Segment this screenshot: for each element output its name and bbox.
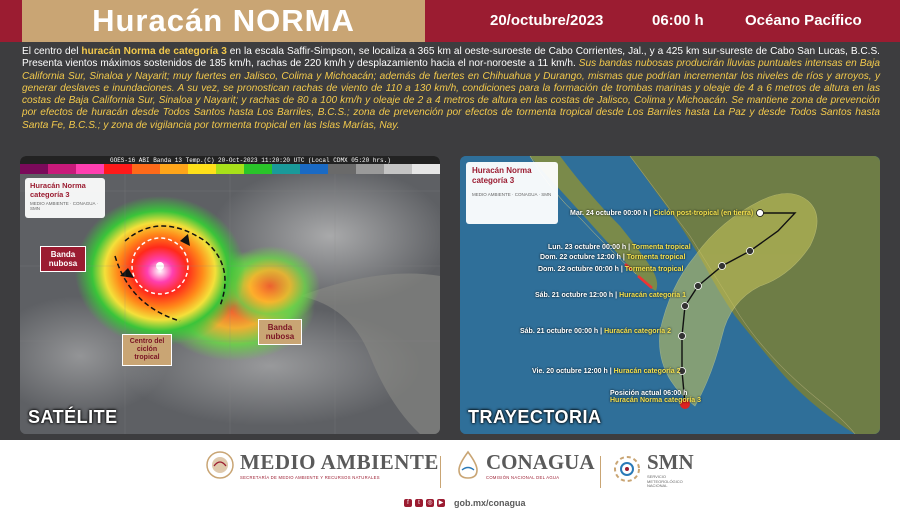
header-date: 20/octubre/2023 — [490, 12, 604, 29]
social-links — [404, 498, 526, 508]
satellite-caption: GOES-16 ABI Banda 13 Temp.(C) 20-Oct-2023 11:20:20 UTC (Local CDMX 05:20 hrs.) — [110, 157, 391, 164]
bulletin-text — [22, 46, 880, 132]
weather-swirl-icon — [612, 454, 642, 484]
trajectory-legend-logos: MEDIO AMBIENTE · CONAGUA · SMN — [472, 192, 552, 197]
twitter-icon[interactable]: t — [415, 499, 423, 507]
page-title: Huracán NORMA — [92, 3, 355, 38]
footer-divider — [440, 456, 441, 488]
conagua-name: CONAGUA — [486, 450, 595, 474]
water-drop-icon — [455, 450, 481, 480]
temperature-scale-colors — [20, 164, 440, 174]
track-point-label: Dom. 22 octubre 00:00 h | Tormenta tropical — [538, 266, 684, 273]
trajectory-legend — [466, 162, 558, 224]
instagram-icon[interactable]: ◎ — [427, 500, 433, 506]
current-position-label: Posición actual 06:00 h Huracán Norma categoría 3 — [610, 390, 702, 404]
smn-name: SMN — [647, 450, 694, 474]
header-time: 06:00 h — [652, 12, 704, 29]
track-point-label: Mar. 24 octubre 00:00 h | Ciclón post-tropical (en tierra) — [570, 210, 754, 217]
satellite-legend-logos: MEDIO AMBIENTE · CONAGUA · SMN — [30, 201, 99, 211]
medio-ambiente-subtitle: SECRETARÍA DE MEDIO AMBIENTE Y RECURSOS NATURALES — [240, 475, 380, 480]
medio-ambiente-name: MEDIO AMBIENTE — [240, 450, 439, 474]
bulletin-details: en la escala Saffir-Simpson, se localiza a 365 km al oeste-suroeste de Cabo Corrientes, Jal., y a 425 km sur-sureste de Cabo San Lucas, B.C.S. Presenta vientos máximos sostenidos de 185 km/h, rachas de 220 km/h y desplazamiento hacia el nor-noroeste a 11 km/h. — [22, 46, 880, 70]
youtube-icon[interactable]: ▶ — [438, 500, 444, 506]
facebook-icon[interactable]: f — [404, 499, 412, 507]
bulletin-intro: El centro del — [22, 46, 82, 57]
banda-nubosa-tag-1: Banda nubosa — [40, 246, 86, 272]
track-point-label: Sáb. 21 octubre 12:00 h | Huracán categoría 1 — [535, 292, 686, 299]
conagua-logo — [455, 450, 595, 480]
trajectory-panel-label: TRAYECTORIA — [468, 407, 602, 427]
medio-ambiente-logo — [205, 450, 439, 480]
trajectory-legend-title: Huracán Norma categoría 3 — [472, 166, 532, 185]
track-point-label: Vie. 20 octubre 12:00 h | Huracán categoría 2 — [532, 368, 681, 375]
trajectory-panel — [460, 156, 880, 434]
mexico-shield-icon — [205, 450, 235, 480]
conagua-subtitle: COMISIÓN NACIONAL DEL AGUA — [486, 475, 560, 480]
smn-subtitle: SERVICIO METEOROLÓGICO NACIONAL — [647, 474, 683, 489]
bulletin-forecast: Sus bandas nubosas producirán lluvias puntuales intensas en Baja California Sur, Sinaloa y Nayarit; muy fuertes en Jalisco, Colima y Michoacán; además de fuertes en Chihuahua y Durango, mismas que podrían incrementar los niveles de ríos y arroyos, y generar deslaves e inundaciones. A su vez, se pronostican rachas de viento de 110 a 130 km/h, condiciones para la formación de trombas marinas y oleaje de 4 a 6 metros de altura en las costas de Baja California Sur, Sinaloa y Nayarit; y rachas de 80 a 100 km/h y oleaje de 2 a 4 metros de altura en las costas de Jalisco, Colima y Michoacán. Se mantiene zona de prevención por efectos de huracán desde Todos Santos hasta Los Barriles, B.C.S.; zona de prevención por efectos de tormenta tropical desde Los Barriles hasta La Paz y desde Todos Santos hasta Santa Fe, B.C.S.; y zona de vigilancia por tormenta tropical en las Islas Marías, Nay. — [22, 58, 880, 131]
satellite-panel-label: SATÉLITE — [28, 407, 118, 427]
header-ocean: Océano Pacífico — [745, 12, 862, 29]
temperature-scale — [20, 156, 440, 174]
website-link[interactable]: gob.mx/conagua — [454, 498, 526, 508]
footer-divider — [600, 456, 601, 488]
footer — [0, 440, 900, 516]
header-bar — [0, 0, 900, 42]
track-point-label: Sáb. 21 octubre 00:00 h | Huracán categoría 2 — [520, 328, 671, 335]
banda-nubosa-tag-2: Banda nubosa — [258, 319, 302, 345]
title-box — [22, 0, 425, 42]
smn-logo — [612, 450, 694, 489]
track-point-label: Dom. 22 octubre 12:00 h | Tormenta tropical — [540, 254, 686, 261]
centro-ciclon-tag: Centro del ciclón tropical — [122, 334, 172, 366]
satellite-legend-title: Huracán Norma categoría 3 — [30, 181, 86, 199]
satellite-legend — [25, 178, 105, 218]
satellite-panel — [20, 156, 440, 434]
bulletin-highlight: huracán Norma de categoría 3 — [81, 46, 227, 57]
track-point-label: Lun. 23 octubre 00:00 h | Tormenta tropical — [548, 244, 691, 251]
